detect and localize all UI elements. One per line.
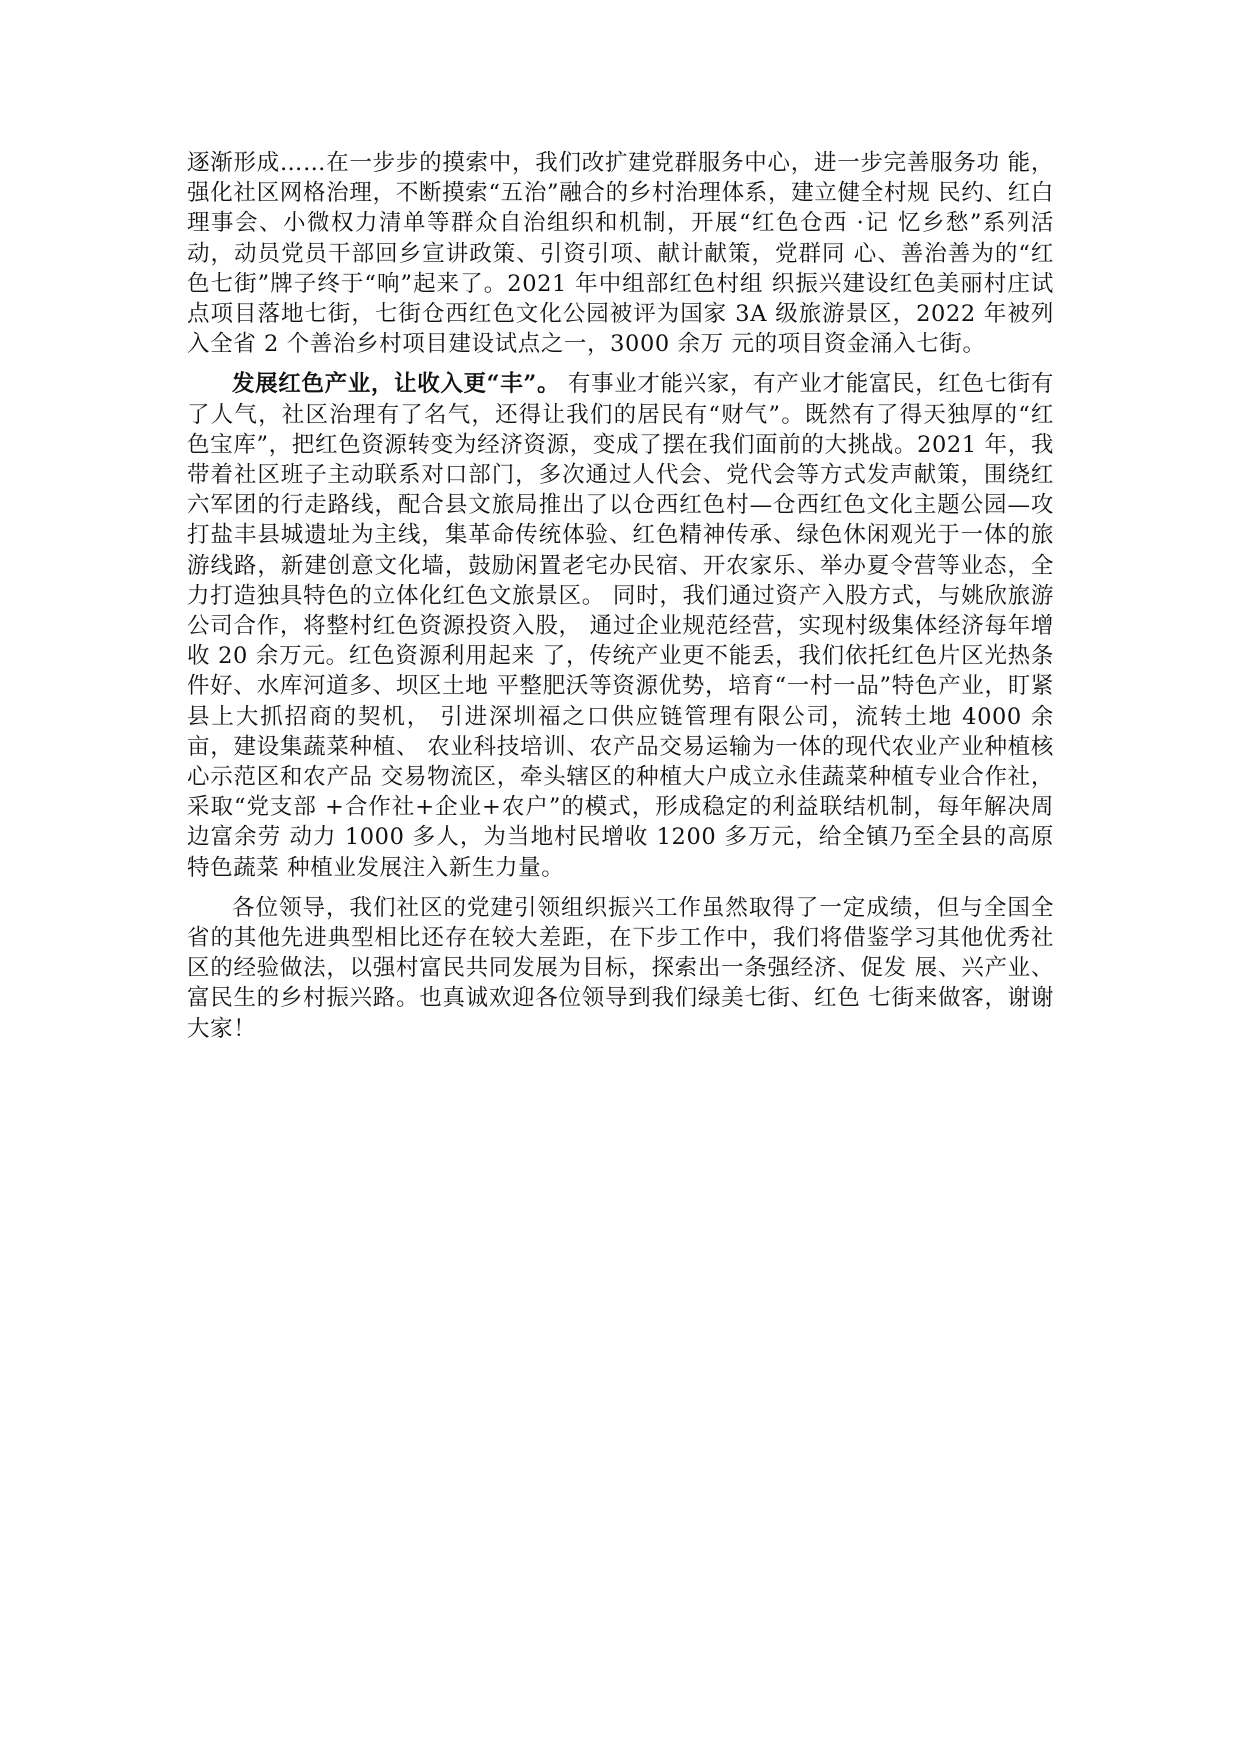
paragraph-text: 有事业才能兴家，有产业才能富民，红色七街有了人气，社区治理有了名气，还得让我们的居民有“财气”。既然有了得天独厚的“红色宝库”，把红色资源转变为经济资源，变成了摆在我们面前的大挑战。2021 年，我带着社区班子主动联系对口部门，多次通过人代会、党代会等方式发声献策，围绕红六军团的行走路线，配合县文旅局推出了以仓西红色村—仓西红色文化主题公园—攻打盐丰县城遗址为主线，集革命传统体验、红色精神传承、绿色休闲观光于一体的旅游线路，新建创意文化墙，鼓励闲置老宅办民宿、开农家乐、举办夏令营等业态，全力打造独具特色的立体化红色文旅景区。 同时，我们通过资产入股方式，与姚欣旅游公司合作，将整村红色资源投资入股， 通过企业规范经营，实现村级集体经济每年增收 20 余万元。红色资源利用起来 了，传统产业更不能丢，我们依托红色片区光热条件好、水库河道多、坝区土地 平整肥沃等资源优势，培育“一村一品”特色产业，盯紧县上大抓招商的契机， 引进深圳福之口供应链管理有限公司，流转土地 4000 余亩，建设集蔬菜种植、 农业科技培训、农产品交易运输为一体的现代农业产业种植核心示范区和农产品 交易物流区，牵头辖区的种植大户成立永佳蔬菜种植专业合作社，采取“党支部 +合作社+企业+农户”的模式，形成稳定的利益联结机制，每年解决周边富余劳 动力 1000 多人，为当地村民增收 1200 多万元，给全镇乃至全县的高原特色蔬菜 种植业发展注入新生力量。: [187, 371, 1054, 881]
paragraph-continuation: [187, 148, 1054, 359]
paragraph-closing: [187, 893, 1054, 1044]
paragraph-red-industry: [187, 369, 1054, 882]
paragraph-text: 逐渐形成……在一步步的摸索中，我们改扩建党群服务中心，进一步完善服务功 能，强化社区网格治理，不断摸索“五治”融合的乡村治理体系，建立健全村规 民约、红白理事会、小微权力清单等群众自治组织和机制，开展“红色仓西 ·记 忆乡愁”系列活动，动员党员干部回乡宣讲政策、引资引项、献计献策，党群同 心、善治善为的“红色七街”牌子终于“响”起来了。2021 年中组部红色村组 织振兴建设红色美丽村庄试点项目落地七街，七街仓西红色文化公园被评为国家 3A 级旅游景区，2022 年被列入全省 2 个善治乡村项目建设试点之一，3000 余万 元的项目资金涌入七街。: [187, 150, 1054, 358]
paragraph-heading: 发展红色产业，让收入更“丰”。: [232, 371, 561, 398]
document-page: [187, 148, 1054, 1044]
paragraph-text: 各位领导，我们社区的党建引领组织振兴工作虽然取得了一定成绩，但与全国全省的其他先进典型相比还存在较大差距，在下步工作中，我们将借鉴学习其他优秀社区的经验做法，以强村富民共同发展为目标，探索出一条强经济、促发 展、兴产业、富民生的乡村振兴路。也真诚欢迎各位领导到我们绿美七街、红色 七街来做客，谢谢大家！: [187, 894, 1054, 1042]
